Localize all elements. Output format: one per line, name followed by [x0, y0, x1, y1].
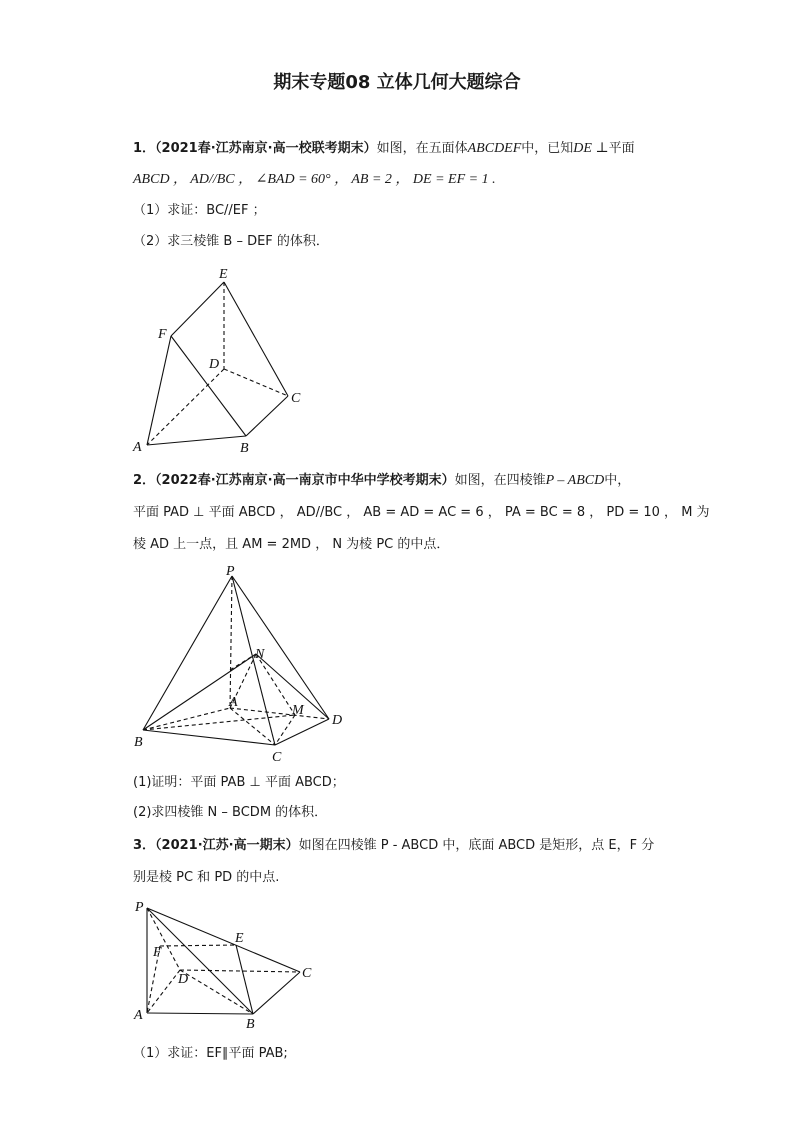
q1-source: （2021春·江苏南京·高一校联考期末）: [155, 141, 377, 156]
q2-edge-AC: [230, 708, 275, 745]
q3-label-D: D: [178, 972, 189, 987]
page-title: 期末专题08 立体几何大题综合: [273, 72, 521, 93]
q3-source: （2021·江苏·高一期末）: [155, 838, 299, 853]
q2-figure: [125, 562, 355, 772]
q3-edge-BC: [253, 972, 300, 1014]
q3-label-E: E: [235, 931, 244, 946]
q1-edge-EC: [224, 282, 288, 396]
q1-part-2: （2）求三棱锥 B – DEF 的体积．: [133, 234, 329, 249]
q3-edge-AB: [147, 1013, 253, 1014]
q3-label-P: P: [135, 900, 144, 915]
q2-number: 2．: [133, 473, 156, 488]
q3-label-F: F: [153, 945, 162, 960]
q2-part-2: (2)求四棱锥 N – BCDM 的体积．: [133, 805, 328, 820]
q3-edge-FE: [160, 945, 236, 946]
q3-edge-PC: [147, 908, 300, 972]
q2-label-A: A: [229, 695, 238, 710]
q2-edge-BM: [143, 715, 295, 730]
q2-edge-PB: [143, 576, 232, 730]
q1-label-E: E: [219, 267, 228, 282]
q1-label-D: D: [209, 357, 220, 372]
q2-source: （2022春·江苏南京·高一南京市中华中学校考期末）: [155, 473, 455, 488]
q3-line-1: [133, 836, 654, 856]
q3-edge-DA: [147, 970, 180, 1013]
q2-label-N: N: [255, 647, 265, 662]
q3-line-2: 别是棱 PC 和 PD 的中点.: [133, 870, 280, 885]
q2-label-P: P: [226, 564, 235, 579]
q3-part-1: （1）求证：EF∥平面 PAB;: [133, 1046, 288, 1061]
q1-label-F: F: [158, 327, 167, 342]
q2-text-b: 中，: [604, 473, 631, 488]
q2-label-C: C: [272, 750, 282, 765]
q2-label-B: B: [134, 735, 143, 750]
q2-text-a: 如图，在四棱锥: [454, 473, 546, 488]
q1-line-1: [133, 139, 635, 159]
q2-line-1: [133, 471, 630, 491]
q2-label-M: M: [292, 703, 304, 718]
q1-figure: [125, 262, 325, 462]
q3-text-1: 如图在四棱锥 P - ABCD 中，底面 ABCD 是矩形，点 E，F 分: [298, 838, 655, 853]
q2-edge-CD: [275, 719, 329, 745]
q1-edge-FA: [147, 336, 171, 445]
q2-edge-PA: [230, 576, 232, 708]
q3-edge-PB: [147, 908, 253, 1014]
q2-math-a: P – ABCD: [545, 473, 605, 488]
q3-figure: [125, 895, 325, 1035]
q1-number: 1．: [133, 141, 156, 156]
q3-label-B: B: [246, 1017, 255, 1032]
q2-label-D: D: [332, 713, 343, 728]
q2-edge-BA: [143, 708, 230, 730]
q2-line-3: 棱 AD 上一点，且 AM = 2MD ， N 为棱 PC 的中点．: [133, 537, 450, 552]
q2-edge-NB: [143, 654, 256, 730]
q1-math-b: DE ⊥: [573, 141, 609, 156]
q1-edge-DA: [147, 369, 224, 445]
q1-edge-EF: [171, 282, 224, 336]
q1-text-c: 平面: [608, 141, 635, 156]
q1-math-a: ABCDEF: [467, 141, 522, 156]
q2-part-1: (1)证明：平面 PAB ⊥ 平面 ABCD；: [133, 775, 345, 790]
q1-edge-AB: [147, 436, 246, 445]
q3-edge-DB: [180, 970, 253, 1014]
q1-label-B: B: [240, 441, 249, 456]
q1-label-A: A: [133, 440, 142, 455]
q2-edge-NM: [256, 654, 295, 715]
q2-edge-PC: [232, 576, 275, 745]
q3-label-C: C: [302, 966, 312, 981]
q1-edge-FB: [171, 336, 246, 436]
q2-edge-PD: [232, 576, 329, 719]
q3-edge-EB: [236, 945, 253, 1014]
q2-edge-BC: [143, 730, 275, 745]
q3-edge-PD: [147, 908, 180, 970]
q1-edge-DC: [224, 369, 288, 396]
q3-edge-DC: [180, 970, 300, 972]
q1-part-1: （1）求证：BC//EF ；: [133, 203, 266, 218]
q1-edge-BC: [246, 396, 288, 436]
q1-text-a: 如图，在五面体: [376, 141, 468, 156]
q1-label-C: C: [291, 391, 301, 406]
q3-label-A: A: [134, 1008, 143, 1023]
q1-line-2: ABCD ， AD//BC ， ∠BAD = 60° ， AB = 2 ， DE = EF = 1 .: [133, 172, 496, 187]
q3-number: 3．: [133, 838, 156, 853]
q2-edge-AD: [230, 708, 329, 719]
q1-text-b: 中，已知: [521, 141, 574, 156]
q2-line-2: 平面 PAD ⊥ 平面 ABCD ， AD//BC ， AB = AD = AC = 6 ， PA = BC = 8 ， PD = 10 ， M 为: [133, 505, 710, 520]
